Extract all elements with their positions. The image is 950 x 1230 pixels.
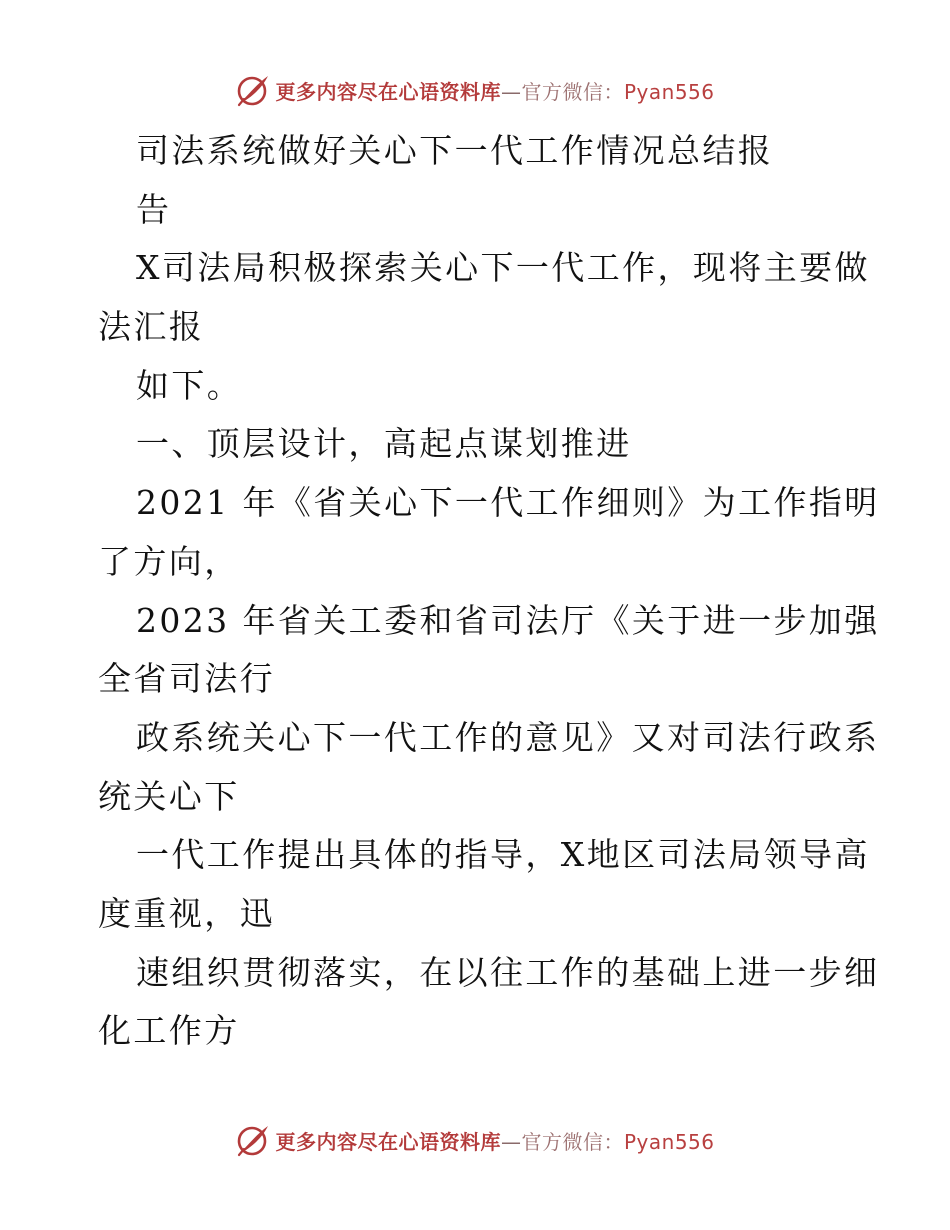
- text-line: 了方向，: [98, 541, 240, 581]
- watermark-separator: —: [500, 1129, 522, 1154]
- text-line: 统关心下: [98, 776, 240, 816]
- text-line: 政系统关心下一代工作的意见》又对司法行政系: [136, 717, 880, 757]
- text-line: 司法系统做好关心下一代工作情况总结报: [136, 131, 774, 170]
- quill-logo-icon: [235, 1122, 271, 1158]
- text-line: 一代工作提出具体的指导，X地区司法局领导高: [136, 835, 870, 875]
- text-line: 如下。: [136, 365, 243, 405]
- watermark-main-text: 更多内容尽在心语资料库: [275, 79, 501, 104]
- text-line: 化工作方: [98, 1011, 240, 1051]
- quill-logo-icon: [235, 72, 271, 108]
- text-line: 法汇报: [98, 307, 205, 347]
- text-line: 全省司法行: [98, 659, 275, 699]
- text-line: 速组织贯彻落实，在以往工作的基础上进一步细: [136, 952, 880, 992]
- watermark-separator: —: [500, 79, 522, 104]
- watermark-label: 官方微信：: [521, 79, 624, 104]
- text-line: 2023 年省关工委和省司法厅《关于进一步加强: [136, 600, 880, 640]
- text-line: 2021 年《省关心下一代工作细则》为工作指明: [136, 483, 880, 523]
- watermark-id: Pyan556: [623, 1129, 715, 1154]
- document-body: [98, 122, 880, 1061]
- header-watermark: [0, 70, 950, 110]
- text-line: X司法局积极探索关心下一代工作，现将主要做: [136, 248, 870, 288]
- text-line: 一、顶层设计，高起点谋划推进: [136, 424, 632, 464]
- footer-watermark: [0, 1120, 950, 1160]
- watermark-main-text: 更多内容尽在心语资料库: [275, 1129, 501, 1154]
- text-line: 度重视，迅: [98, 893, 275, 933]
- watermark-label: 官方微信：: [521, 1129, 624, 1154]
- text-line: 告: [136, 189, 172, 229]
- watermark-id: Pyan556: [623, 79, 715, 104]
